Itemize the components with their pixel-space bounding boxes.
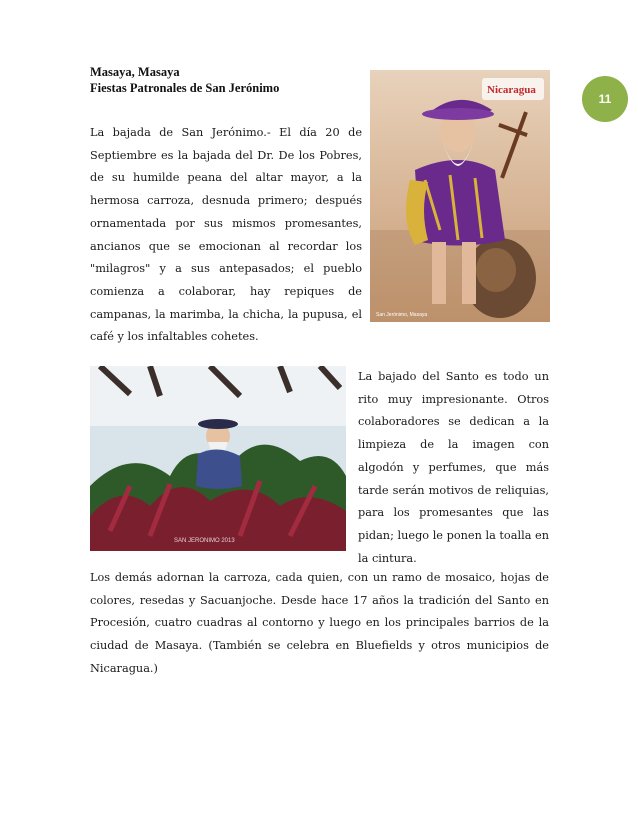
section-heading [90,64,360,96]
heading-location: Masaya, Masaya [90,65,180,79]
page-number-badge: 11 [582,76,628,122]
paragraph-carroza: Los demás adornan la carroza, cada quien, con un ramo de mosaico, hojas de colores, resedas y Sacuanjoche. Desde hace 17 años la tradición del Santo en Procesión, cuatro cuadras al contorno y luego en los principales barrios de la ciudad de Masaya. (También se celebra en Bluefields y otros municipios de Nicaragua.) [90,571,549,675]
photo-caption: San Jerónimo, Masaya [376,312,428,318]
paragraph-rito: La bajado del Santo es todo un rito muy impresionante. Otros colaboradores se dedican a la limpieza de la imagen con algodón y perfumes, que más tarde serán motivos de reliquias, para los promesantes que las pidan; luego le ponen la toalla en la cintura. [358,370,549,565]
photo-watermark: SAN JERÓNIMO 2013 [174,538,235,544]
heading-title: Fiestas Patronales de San Jerónimo [90,81,280,95]
paragraph-bajada: La bajada de San Jerónimo.- El día 20 de Septiembre es la bajada del Dr. De los Pobres, de su humilde peana del altar mayor, a la hermosa carroza, desnuda primero; después ornamentada por sus mismos promesantes, ancianos que se emocionan al recordar los "milagros" y a sus antepasados; el pueblo comienza a colaborar, hay repiques de campanas, la marimba, la chicha, la pupusa, el café y los infaltables cohetes. [90,126,362,344]
nicaragua-logo: Nicaragua [487,84,536,96]
saint-statue-photo [370,70,550,322]
procession-float-photo [90,366,346,551]
